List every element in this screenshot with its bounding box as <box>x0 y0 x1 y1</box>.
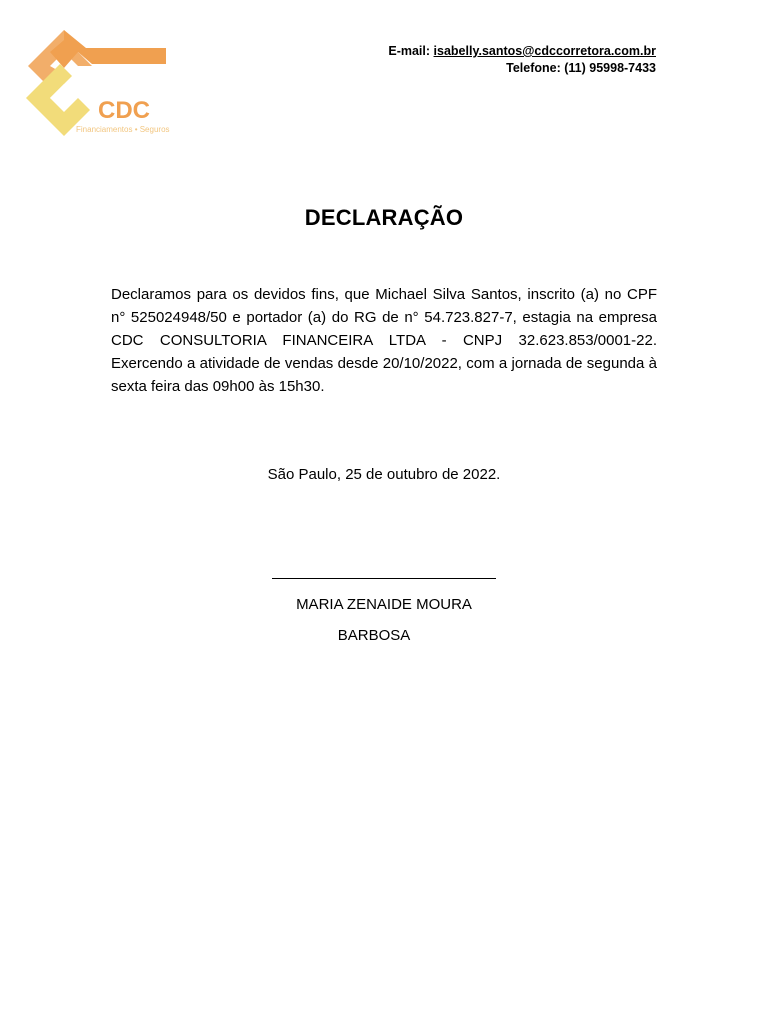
email-label: E-mail: <box>388 44 431 58</box>
phone-row <box>388 60 656 77</box>
contact-block <box>388 43 656 77</box>
cdc-logo <box>20 28 170 140</box>
signatory-name: MARIA ZENAIDE MOURA <box>296 596 472 613</box>
email-link[interactable]: isabelly.santos@cdccorretora.com.br <box>433 44 656 58</box>
phone-number: (11) 95998-7433 <box>564 61 656 75</box>
signatory-surname: BARBOSA <box>337 627 411 644</box>
logo-brand: CDC <box>98 97 150 124</box>
logo-tagline: Financiamentos • Seguros <box>76 125 170 134</box>
declaration-body: Declaramos para os devidos fins, que Michael Silva Santos, inscrito (a) no CPF n° 525024948/50 e portador (a) do RG de n° 54.723.827-7, estagia na empresa CDC CONSULTORIA FINANCEIRA LTDA - CNPJ 32.623.853/0001-22. Exercendo a atividade de vendas desde 20/10/2022, com a jornada de segunda à sexta feira das 09h00 às 15h30. <box>111 286 657 395</box>
document-title: DECLARAÇÃO <box>304 205 464 230</box>
phone-label: Telefone: <box>506 61 561 75</box>
place-date: São Paulo, 25 de outubro de 2022. <box>267 466 501 483</box>
signature-line <box>272 578 496 579</box>
email-row <box>388 43 656 60</box>
